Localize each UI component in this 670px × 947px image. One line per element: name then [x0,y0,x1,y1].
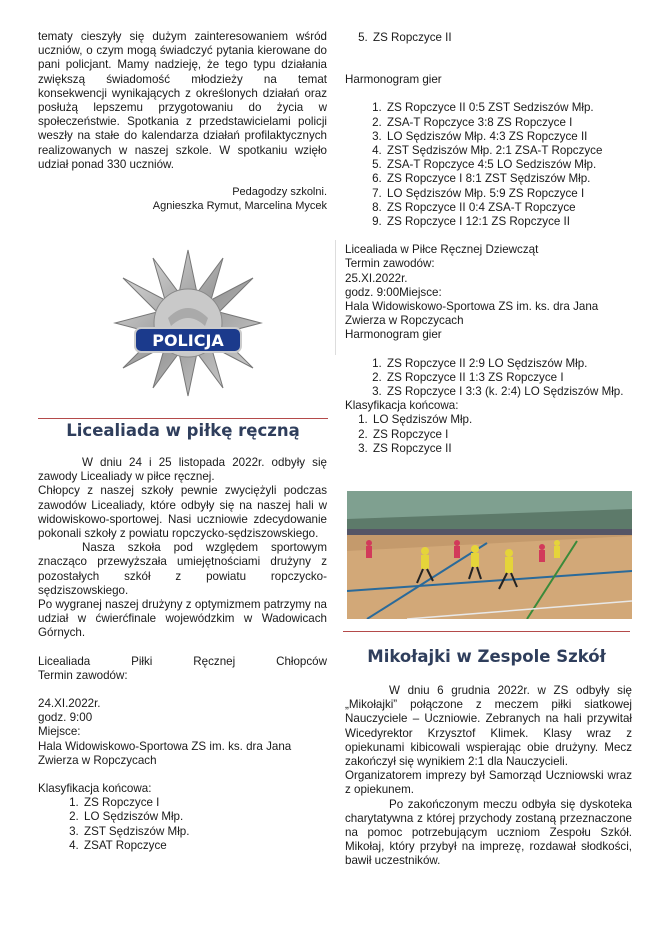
boys-place: Hala Widowiskowo-Sportowa ZS im. ks. dra Jana Zwierza w Ropczycach [38,739,292,767]
list-item: 2. ZSA-T Ropczyce 3:8 ZS Ropczyce I [385,116,632,130]
list-item: 4. ZSAT Ropczyce [82,839,327,853]
boys-final-label: Klasyfikacja końcowa: [38,782,152,796]
girls-schedule-list [345,357,632,400]
mikolajki-para-1: W dniu 6 grudnia 2022r. w ZS odbyły się „Mikołajki” połączone z meczem piłki siatkowej Nauczyciele – Uczniowie. Zebranych na hali przywitał Wicedyrektor Krzysztof Klimek. Klasy wraz z opiekunami kibicowali wspierając obie drużyny. Mecz zakończył się wynikiem 2:1 dla Nauczycieli. [345,684,632,769]
girls-time-place: godz. 9:00Miejsce: [345,285,442,299]
signature-line-1: Pedagodzy szkolni. [232,186,327,199]
list-item: 3. ZS Ropczyce I 3:3 (k. 2:4) LO Sędziszów Młp. [385,385,632,399]
list-item: 5. ZSA-T Ropczyce 4:5 LO Sedziszów Młp. [385,158,632,172]
girls-final-label: Klasyfikacja końcowa: [345,399,459,413]
handball-para-2: Chłopcy z naszej szkoły pewnie zwyciężyli podczas zawodów Licealiady, które odbyły się na naszej hali w widowiskowo-sportowej. Nasi uczniowie zdecydowanie pokonali szkoły z powiatu ropczycko-sędziszowskiego. [38,484,327,541]
list-item: 7. LO Sędziszów Młp. 5:9 ZS Ropczyce I [385,187,632,201]
column-divider [335,240,336,355]
girls-schedule-label: Harmonogram gier [345,328,442,342]
list-item: 3. LO Sędziszów Młp. 4:3 ZS Ropczyce II [385,130,632,144]
boys-time: godz. 9:00 [38,711,93,725]
sports-hall-photo [347,491,632,619]
boys-schedule-list [345,101,632,229]
boys-title: Licealiada Piłki Ręcznej Chłopców [38,654,327,668]
girls-ranking-list [345,413,632,456]
boys-date: 24.XI.2022r. [38,697,101,711]
list-item: 2. ZS Ropczyce II 1:3 ZS Ropczyce I [385,371,632,385]
boys-ranking-continued [345,31,632,45]
list-item: 1. LO Sędziszów Młp. [371,413,632,427]
list-item: 6. ZS Ropczyce I 8:1 ZST Sędziszów Młp. [385,172,632,186]
badge-text: POLICJA [152,331,224,350]
handball-para-1: W dniu 24 i 25 listopada 2022r. odbyły się zawody Licealiady w piłce ręcznej. [38,456,327,484]
left-column [38,0,327,213]
section-rule [343,631,630,632]
handball-heading: Licealiada w piłkę ręczną [66,421,300,440]
mikolajki-heading: Mikołajki w Zespole Szkół [367,647,606,666]
boys-place-label: Miejsce: [38,725,81,739]
intro-paragraph: tematy cieszyły się dużym zainteresowaniem wśród uczniów, o czym mogą świadczyć pytania kierowane do pani policjant. Mamy nadzieję, że tego typu działania zwiększą świadomość młodzieży na temat konsekwencji wynikających z określonych działań oraz posłużą lepszemu przygotowaniu do życia w społeczeństwie. Spotkania z przedstawicielami policji weszły na stałe do kalendarza działań profilaktycznych realizowanych w naszej szkole. W spotkaniu wzięło udział ponad 330 uczniów. [38,30,327,171]
list-item: 3. ZS Ropczyce II [371,442,632,456]
handball-para-3: Nasza szkoła pod względem sportowym znacząco przewyższała umiejętnościami drużyny z pozostałych szkół z powiatu ropczycko-sędziszowskiego. [38,541,327,597]
list-item: 8. ZS Ropczyce II 0:4 ZSA-T Ropczyce [385,201,632,215]
girls-term-label: Termin zawodów: [345,257,435,271]
mikolajki-para-2: Organizatorem imprezy był Samorząd Uczniowski wraz z opiekunem. [345,769,632,797]
right-column [345,0,632,456]
list-item: 1. ZS Ropczyce II 0:5 ZST Sedziszów Młp. [385,101,632,115]
boys-ranking-list [38,796,327,853]
handball-article [38,456,327,853]
list-item: 2. ZS Ropczyce I [371,428,632,442]
girls-place: Hala Widowiskowo-Sportowa ZS im. ks. dra Jana Zwierza w Ropczycach [345,300,599,328]
list-item: 3. ZST Sędziszów Młp. [82,825,327,839]
list-item: 2. LO Sędziszów Młp. [82,810,327,824]
list-item: 5. ZS Ropczyce II [371,31,632,45]
girls-title: Licealiada w Piłce Ręcznej Dziewcząt [345,243,539,257]
handball-para-4: Po wygranej naszej drużyny z optymizmem patrzymy na udział w ćwierćfinale wojewódzkim w Wadowicach Górnych. [38,598,327,640]
section-rule [38,418,328,419]
girls-date: 25.XI.2022r. [345,271,408,285]
mikolajki-article [345,684,632,869]
list-item: 1. ZS Ropczyce I [82,796,327,810]
police-badge-image [113,248,263,398]
signature-line-2: Agnieszka Rymut, Marcelina Mycek [152,200,327,213]
list-item: 4. ZST Sędziszów Młp. 2:1 ZSA-T Ropczyce [385,144,632,158]
list-item: 9. ZS Ropczyce I 12:1 ZS Ropczyce II [385,215,632,229]
schedule-label: Harmonogram gier [345,73,442,87]
boys-term-label: Termin zawodów: [38,668,128,682]
list-item: 1. ZS Ropczyce II 2:9 LO Sędziszów Młp. [385,357,632,371]
mikolajki-para-3: Po zakończonym meczu odbyła się dyskoteka charytatywna z której przychody zostaną przeznaczone na pomoc potrzebującym uczniom Zespołu Szkół. Mikołaj, który przybył na imprezę, rozdawał słodkości, bawił uczestników. [345,797,632,868]
